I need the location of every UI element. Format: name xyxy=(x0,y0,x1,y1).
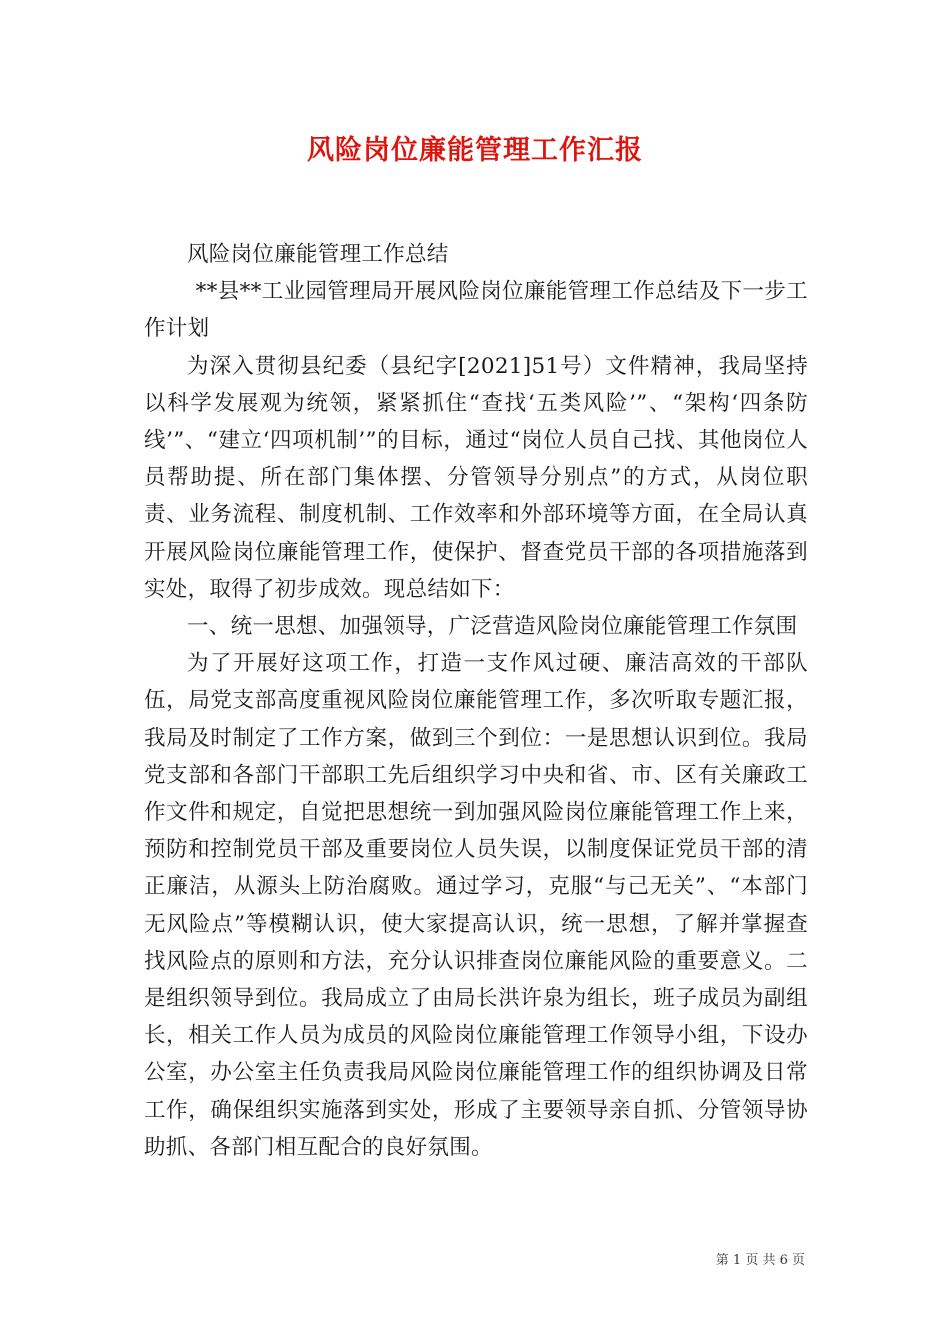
page-number-footer: 第 1 页 共 6 页 xyxy=(715,1253,805,1268)
document-title: 风险岗位廉能管理工作汇报 xyxy=(307,135,643,166)
paragraph-section-body: 为了开展好这项工作，打造一支作风过硬、廉洁高效的干部队伍，局党支部高度重视风险岗位廉能管理工作，多次听取专题汇报，我局及时制定了工作方案，做到三个到位：一是思想认识到位。我局党支部和各部门干部职工先后组织学习中央和省、市、区有关廉政工作文件和规定，自觉把思想统一到加强风险岗位廉能管理工作上来，预防和控制党员干部及重要岗位人员失误，以制度保证党员干部的清正廉洁，从源头上防治腐败。通过学习，克服“与己无关”、“本部门无风险点”等模糊认识，使大家提高认识，统一思想，了解并掌握查找风险点的原则和方法，充分认识排查岗位廉能风险的重要意义。二是组织领导到位。我局成立了由局长洪许泉为组长，班子成员为副组长，相关工作人员为成员的风险岗位廉能管理工作领导小组，下设办公室，办公室主任负责我局风险岗位廉能管理工作的组织协调及日常工作，确保组织实施落到实处，形成了主要领导亲自抓、分管领导协助抓、各部门相互配合的良好氛围。 xyxy=(144,651,808,1160)
document-body xyxy=(144,236,808,1166)
paragraph-report-heading: **县**工业园管理局开展风险岗位廉能管理工作总结及下一步工作计划 xyxy=(144,279,808,342)
paragraph-subtitle: 风险岗位廉能管理工作总结 xyxy=(187,242,449,267)
paragraph-section-heading: 一、统一思想、加强领导，广泛营造风险岗位廉能管理工作氛围 xyxy=(187,614,798,640)
paragraph-intro: 为深入贯彻县纪委（县纪字[2021]51号）文件精神，我局坚持以科学发展观为统领，紧紧抓住“查找‘五类风险’”、“架构‘四条防线’”、“建立‘四项机制’”的目标，通过“岗位人员自己找、其他岗位人员帮助提、所在部门集体摆、分管领导分别点”的方式，从岗位职责、业务流程、制度机制、工作效率和外部环境等方面，在全局认真开展风险岗位廉能管理工作，使保护、督查党员干部的各项措施落到实处，取得了初步成效。现总结如下： xyxy=(144,353,808,602)
